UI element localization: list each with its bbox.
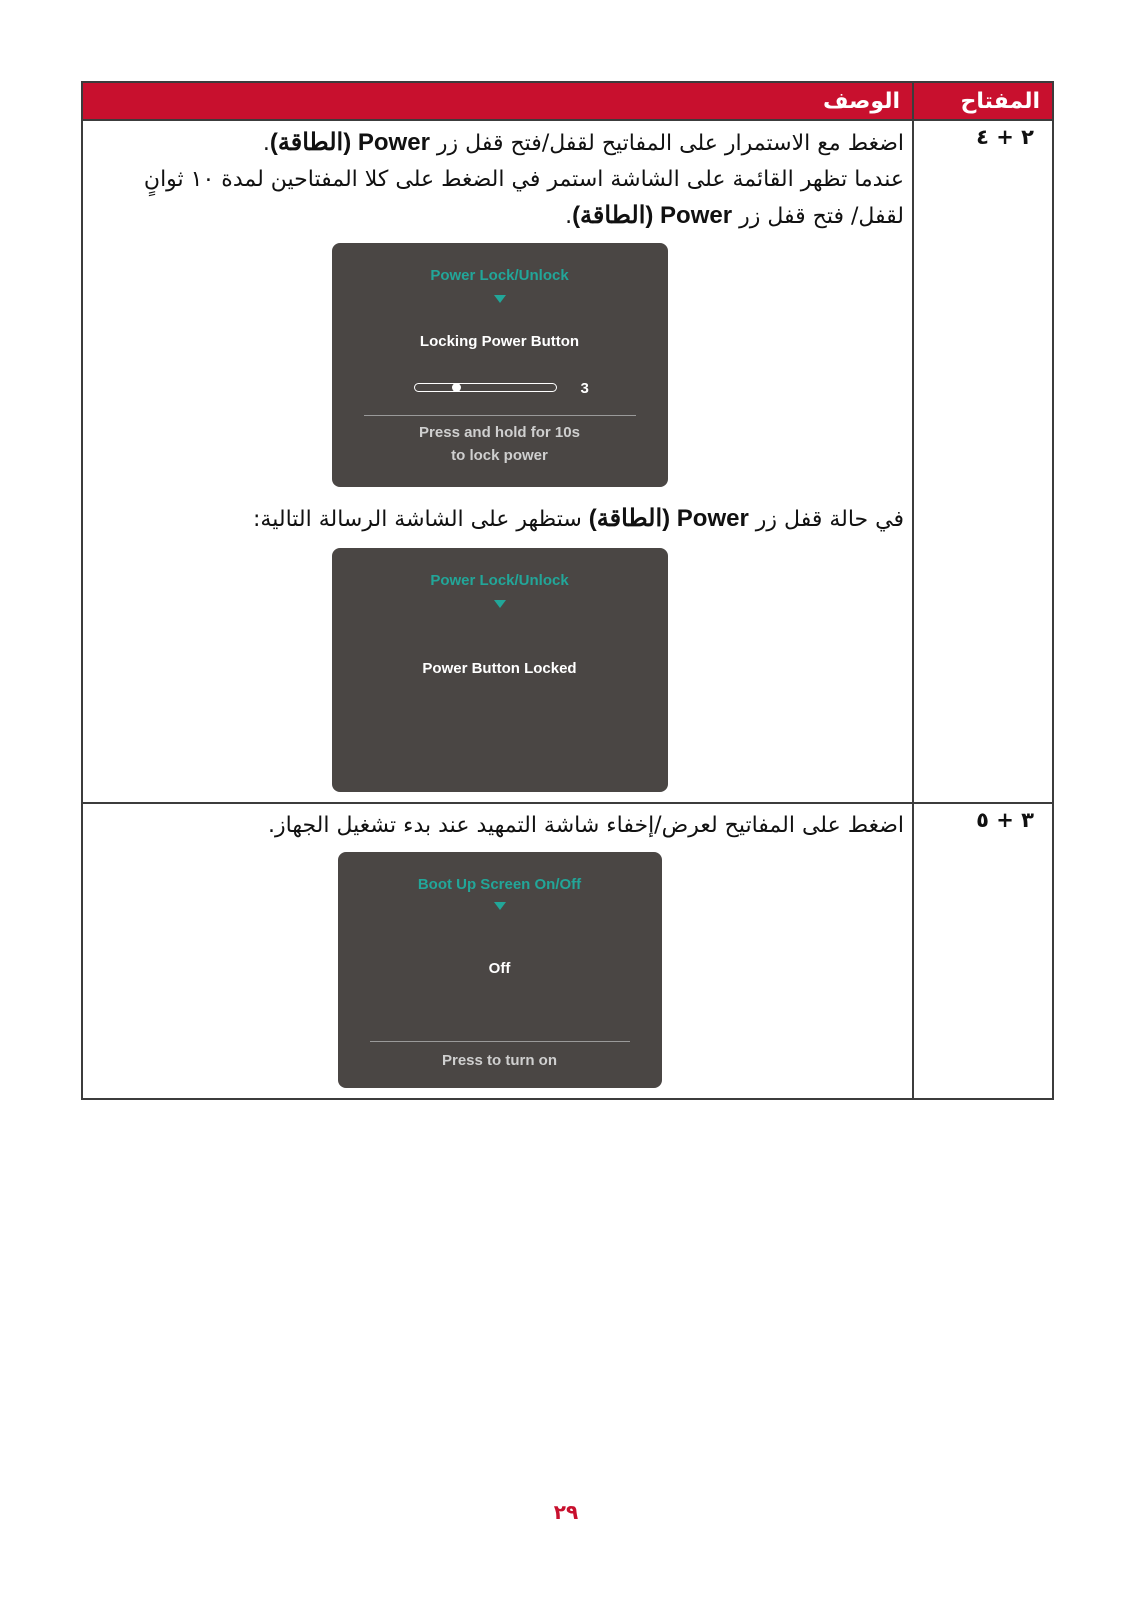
osd-title: Power Lock/Unlock bbox=[430, 267, 569, 284]
instruction-text-part: ستظهر على الشاشة الرسالة التالية: bbox=[253, 507, 589, 532]
instruction-text bbox=[95, 125, 904, 162]
osd-hint bbox=[332, 421, 668, 467]
instruction-text bbox=[95, 501, 904, 538]
instruction-text-part: في حالة قفل زر bbox=[748, 507, 904, 532]
osd-title: Power Lock/Unlock bbox=[430, 572, 569, 589]
table-row bbox=[82, 803, 1053, 1099]
instruction-text bbox=[95, 162, 904, 235]
description-cell bbox=[82, 803, 913, 1099]
osd-title: Boot Up Screen On/Off bbox=[417, 876, 582, 893]
key-combo bbox=[913, 120, 1053, 803]
key-combo-text: ٢ + ٤ bbox=[976, 125, 1034, 149]
instruction-text-part: اضغط مع الاستمرار على المفاتيح لقفل/فتح قفل زر bbox=[429, 131, 904, 156]
down-arrow-icon bbox=[494, 295, 506, 303]
osd-label: Power Button Locked bbox=[422, 660, 577, 677]
osd-divider bbox=[370, 1041, 630, 1042]
table-header-row bbox=[82, 82, 1053, 120]
osd-label: Locking Power Button bbox=[419, 333, 580, 350]
power-button-name: Power (الطاقة) bbox=[269, 129, 430, 156]
osd-divider bbox=[364, 415, 636, 416]
down-arrow-icon bbox=[494, 902, 506, 910]
osd-power-lock-progress bbox=[332, 243, 668, 487]
osd-power-locked bbox=[332, 548, 668, 792]
down-arrow-icon bbox=[494, 600, 506, 608]
osd-hint: Press to turn on bbox=[441, 1052, 557, 1069]
osd-hint-line: to lock power bbox=[451, 447, 548, 464]
instruction-text-part: عندما تظهر القائمة على الشاشة استمر في الضغط على كلا المفتاحين لمدة ١٠ ثوانٍ لقفل/ فتح قفل زر bbox=[143, 167, 904, 229]
page-number: ٢٩ bbox=[553, 1500, 579, 1524]
keys-column-header: المفتاح bbox=[913, 82, 1053, 120]
keys-table bbox=[81, 81, 1054, 1100]
instruction-text-part: . bbox=[262, 131, 270, 156]
power-button-name: Power (الطاقة) bbox=[588, 505, 749, 532]
key-combo bbox=[913, 803, 1053, 1099]
instruction-text: اضغط على المفاتيح لعرض/إخفاء شاشة التمهيد عند بدء تشغيل الجهاز. bbox=[268, 813, 904, 838]
slider-value: 3 bbox=[580, 380, 589, 397]
key-combo-text: ٣ + ٥ bbox=[976, 808, 1034, 832]
instruction-text-part: . bbox=[565, 204, 573, 229]
power-button-name: Power (الطاقة) bbox=[572, 202, 733, 229]
osd-boot-up-screen bbox=[338, 852, 662, 1088]
osd-hint-line: Press and hold for 10s bbox=[419, 424, 580, 441]
description-column-header: الوصف bbox=[82, 82, 913, 120]
table-row bbox=[82, 120, 1053, 803]
slider-knob bbox=[452, 383, 461, 392]
osd-label: Off bbox=[488, 960, 511, 977]
progress-slider bbox=[414, 383, 557, 392]
description-cell bbox=[82, 120, 913, 803]
